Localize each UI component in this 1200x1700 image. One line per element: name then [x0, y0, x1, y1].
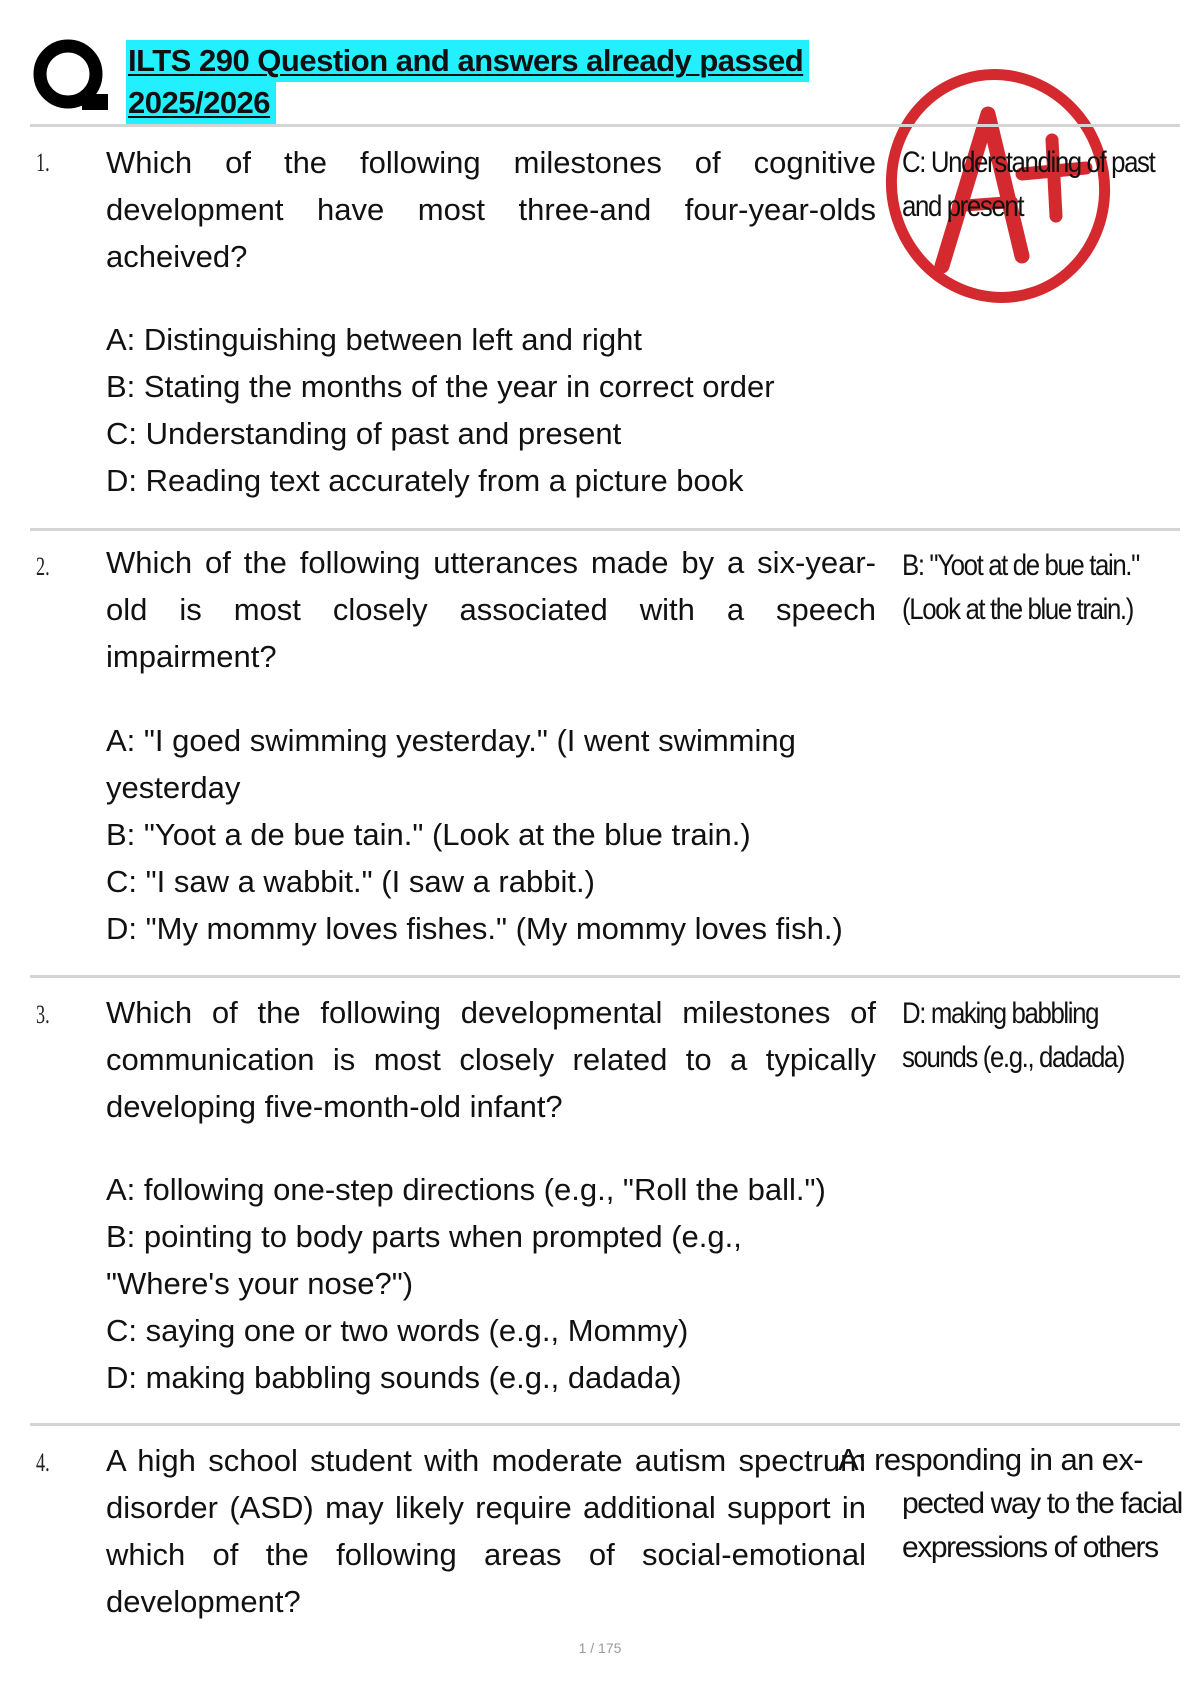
option-c: C: "I saw a wabbit." (I saw a rabbit.) [106, 864, 595, 899]
title-line-2: 2025/2026 [126, 82, 276, 124]
option-d: D: Reading text accurately from a picture book [106, 463, 744, 498]
option-b: B: Stating the months of the year in correct order [106, 369, 775, 404]
question-number: 2. [36, 552, 50, 581]
question-text: Which of the following utterances made by a six-year-old is most closely associated with a speech impairment? [106, 545, 876, 674]
answer-line: D: making babbling [902, 997, 1099, 1030]
answer [902, 544, 1172, 632]
option-d: D: making babbling sounds (e.g., dadada) [106, 1360, 682, 1395]
answer [902, 141, 1172, 229]
answer-line: sounds (e.g., dadada) [902, 1041, 1125, 1074]
question-number: 4. [36, 1448, 50, 1477]
answer-line: and present [902, 190, 1024, 223]
option-b: B: "Yoot a de bue tain." (Look at the blue train.) [106, 817, 751, 852]
question-number: 3. [36, 1000, 50, 1029]
option-b: B: pointing to body parts when prompted (e.g., [106, 1219, 742, 1254]
document-title [126, 40, 809, 124]
question-text: Which of the following milestones of cognitive development have most three-and four-year-olds acheived? [106, 145, 876, 274]
title-line-1: ILTS 290 Question and answers already passed [126, 40, 809, 82]
q-logo-icon [30, 36, 110, 116]
option-a: A: following one-step directions (e.g., "Roll the ball.") [106, 1172, 826, 1207]
answer [902, 992, 1172, 1080]
option-b-continued: "Where's your nose?") [106, 1266, 414, 1301]
answer [838, 1438, 1188, 1570]
question-text: Which of the following developmental milestones of communication is most closely related to a typically developing five-month-old infant? [106, 995, 876, 1124]
answer-line: C: Understanding of past [902, 146, 1155, 179]
option-a: A: Distinguishing between left and right [106, 322, 642, 357]
answer-line: A: responding in an ex- [838, 1442, 1144, 1477]
question-number: 1. [36, 148, 50, 177]
divider [30, 975, 1180, 978]
question-text: A high school student with moderate autism spectrum disorder (ASD) may likely require additional support in which of the following areas of social-emotional development? [106, 1443, 866, 1619]
option-d: D: "My mommy loves fishes." (My mommy loves fish.) [106, 911, 843, 946]
answer-line: (Look at the blue train.) [902, 593, 1133, 626]
option-a: A: "I goed swimming yesterday." (I went swimming [106, 723, 796, 758]
divider [30, 528, 1180, 531]
option-c: C: saying one or two words (e.g., Mommy) [106, 1313, 689, 1348]
option-c: C: Understanding of past and present [106, 416, 622, 451]
divider [30, 124, 1180, 127]
answer-line: B: "Yoot at de bue tain." [902, 549, 1139, 582]
answer-line: pected way to the facial [902, 1487, 1182, 1520]
divider [30, 1423, 1180, 1426]
page-number: 1 / 175 [578, 1640, 622, 1656]
answer-line: expressions of others [902, 1531, 1158, 1564]
option-a-continued: yesterday [106, 770, 241, 805]
